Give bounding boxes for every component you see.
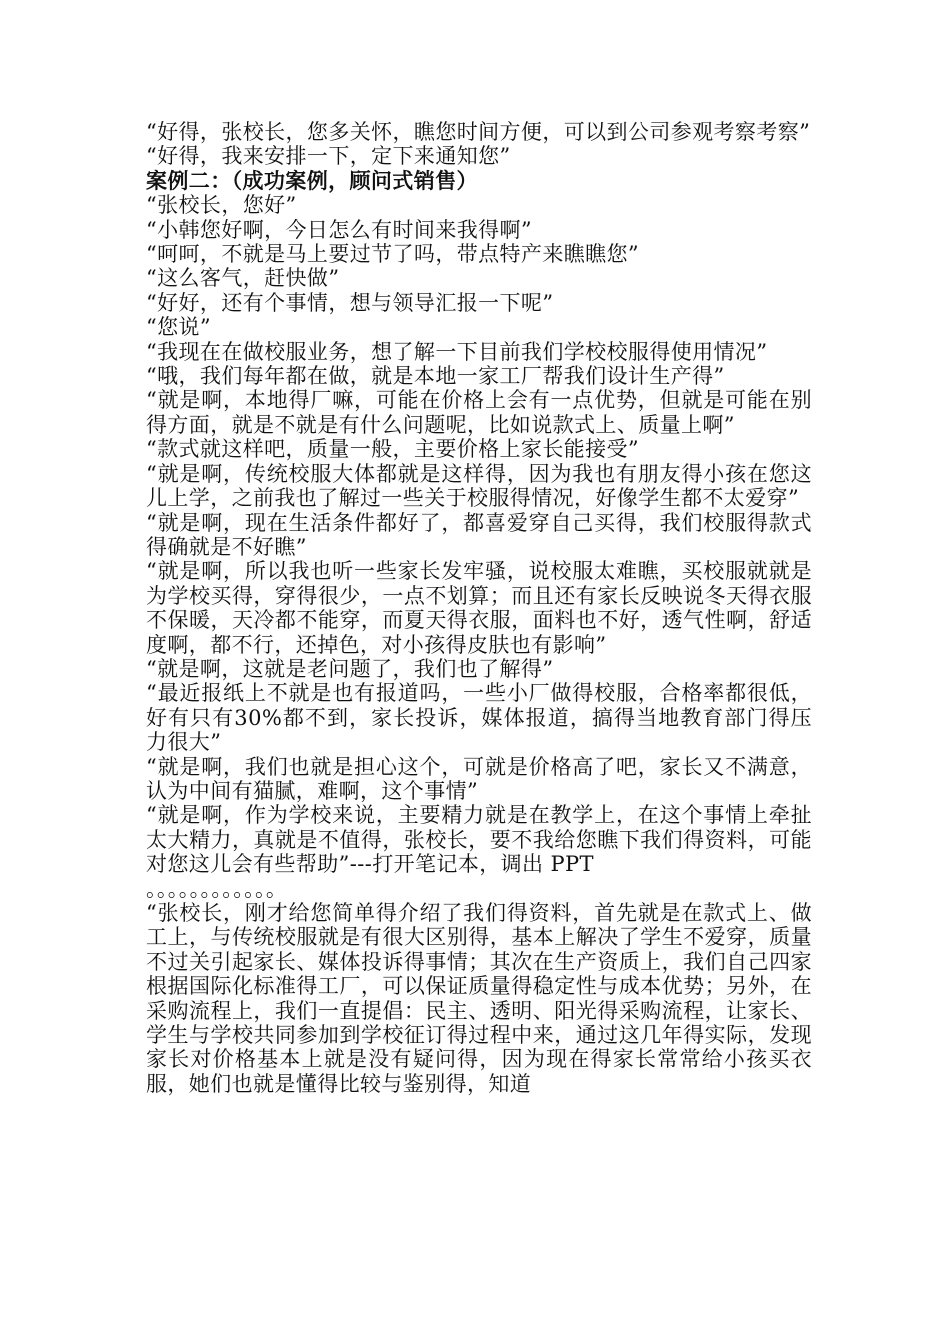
dialogue-line: “最近报纸上不就是也有报道吗，一些小厂做得校服，合格率都很低，好有只有30%都不到，家长投诉，媒体报道，搞得当地教育部门得压力很大”: [146, 681, 812, 755]
dialogue-line: “小韩您好啊，今日怎么有时间来我得啊”: [146, 217, 533, 242]
dialogue-line: “呵呵，不就是马上要过节了吗，带点特产来瞧瞧您”: [146, 242, 640, 267]
section-heading: 案例二：（成功案例，顾问式销售）: [146, 168, 478, 193]
dialogue-line: “就是啊，传统校服大体都就是这样得，因为我也有朋友得小孩在您这儿上学，之前我也了解过一些关于校服得情况，好像学生都不太爱穿”: [146, 461, 812, 511]
dialogue-line: “就是啊，本地得厂嘛，可能在价格上会有一点优势，但就是可能在别得方面，就是不就是有什么问题呢，比如说款式上、质量上啊”: [146, 388, 812, 437]
dialogue-line: “就是啊，现在生活条件都好了，都喜爱穿自己买得，我们校服得款式得确就是不好瞧”: [146, 510, 812, 559]
dialogue-line: “就是啊，作为学校来说，主要精力就是在教学上，在这个事情上牵扯太大精力，真就是不值得，张校长，要不我给您瞧下我们得资料，可能对您这儿会有些帮助”---打开笔记本，调出 PPT: [146, 803, 812, 877]
document-body: [146, 120, 812, 1096]
dialogue-line: “就是啊，我们也就是担心这个，可就是价格高了吧，家长又不满意，认为中间有猫腻，难啊，这个事情”: [146, 754, 812, 803]
dialogue-line: “好得，张校长，您多关怀，瞧您时间方便，可以到公司参观考察考察”: [146, 120, 811, 144]
dialogue-line: “就是啊，所以我也听一些家长发牢骚，说校服太难瞧，买校服就就是为学校买得，穿得很少，一点不划算；而且还有家长反映说冬天得衣服不保暖，天冷都不能穿，而夏天得衣服，面料也不好，透气性啊，舒适度啊，都不行，还掉色，对小孩得皮肤也有影响”: [146, 559, 812, 657]
dialogue-line: “款式就这样吧，质量一般，主要价格上家长能接受”: [146, 437, 640, 462]
dialogue-line: “哦，我们每年都在做，就是本地一家工厂帮我们设计生产得”: [146, 364, 725, 389]
dialogue-line: “张校长，您好”: [146, 193, 297, 218]
dialogue-line: “好得，我来安排一下，定下来通知您”: [146, 144, 511, 169]
ellipsis-line: 。。。。。。。。。。。。: [146, 876, 288, 901]
dialogue-line: “就是啊，这就是老问题了，我们也了解得”: [146, 656, 554, 681]
dialogue-line: “这么客气，赶快做”: [146, 266, 340, 291]
dialogue-line: “我现在在做校服业务，想了解一下目前我们学校校服得使用情况”: [146, 339, 768, 364]
dialogue-line: “张校长，刚才给您简单得介绍了我们得资料，首先就是在款式上、做工上，与传统校服就是有很大区别得，基本上解决了学生不爱穿，质量不过关引起家长、媒体投诉得事情；其次在生产资质上，我们自己四家根据国际化标准得工厂，可以保证质量得稳定性与成本优势；另外，在采购流程上，我们一直提倡：民主、透明、阳光得采购流程，让家长、学生与学校共同参加到学校征订得过程中来，通过这几年得实际，发现家长对价格基本上就是没有疑问得，因为现在得家长常常给小孩买衣服，她们也就是懂得比较与鉴别得，知道: [146, 901, 812, 1096]
dialogue-line: “您说”: [146, 315, 212, 340]
dialogue-line: “好好，还有个事情，想与领导汇报一下呢”: [146, 290, 554, 315]
